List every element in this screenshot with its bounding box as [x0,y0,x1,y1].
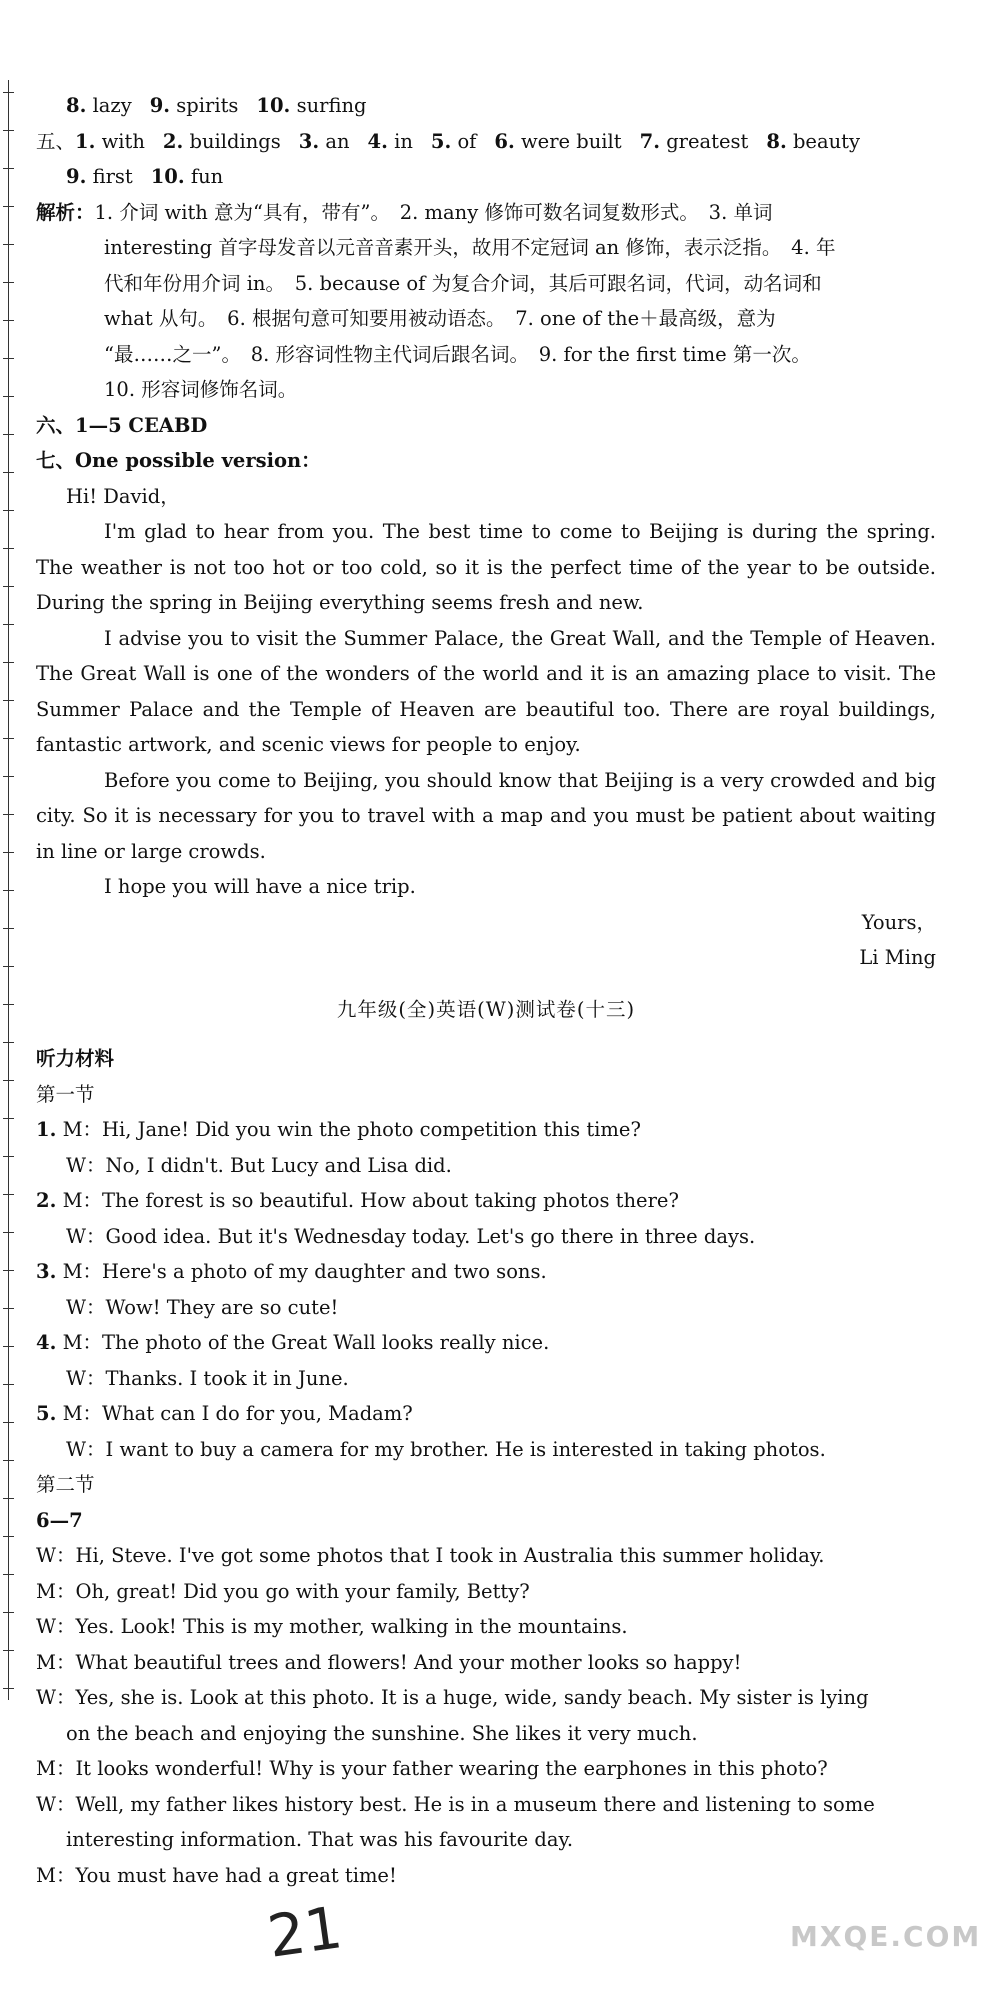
dialogue-line: W：Well, my father likes history best. He is in a museum there and listening to some [36,1792,875,1816]
speaker-w-line: W：No, I didn't. But Lucy and Lisa did. [66,1153,452,1177]
letter-paragraph: I hope you will have a nice trip. [104,875,416,898]
margin-tick [3,1004,14,1005]
speaker-w-line: W：Thanks. I took it in June. [66,1366,349,1390]
dialogue-line: W：Yes, she is. Look at this photo. It is a huge, wide, sandy beach. My sister is lying [36,1686,869,1709]
margin-tick [3,624,14,625]
margin-tick [3,1688,14,1689]
margin-tick [3,966,14,967]
question-number: 3. [36,1260,57,1283]
answer-number: 8. [766,129,787,153]
question-number: 4. [36,1331,57,1354]
answer-number: 4. [367,129,388,153]
speaker-w-line: W：I want to buy a camera for my brother. He is interested in taking photos. [66,1437,826,1461]
answer-number: 5. [430,129,452,153]
margin-tick [3,1498,14,1499]
dialogue-line: M：You must have had a great time! [36,1863,397,1887]
answer-word: of [457,129,477,153]
dialogue-line: M：It looks wonderful! Why is your father wearing the earphones in this photo? [36,1757,828,1780]
answer-number: 7. [639,129,660,153]
speaker-w-line: W：Wow! They are so cute! [66,1295,339,1319]
part-2-label: 第二节 [36,1473,95,1496]
answer-word: fun [190,165,224,188]
question-number: 2. [36,1189,57,1212]
margin-tick [3,130,14,131]
answer-item [66,165,133,188]
margin-tick [3,282,14,283]
dialogue-line: interesting information. That was his favourite day. [66,1828,574,1851]
margin-tick [3,1194,14,1195]
dialogue-line: W：Yes. Look! This is my mother, walking in the mountains. [36,1615,628,1638]
answer-item [766,130,860,153]
answer-page [36,88,936,1893]
answer-number: 10. [150,165,185,188]
test-title: 九年级(全)英语(W)测试卷(十三) [336,997,636,1021]
part-1-dialogues [36,1112,936,1467]
analysis-line: 10. 形容词修饰名词。 [104,378,298,401]
margin-tick [3,1536,14,1537]
answer-item [431,130,477,153]
dialogue-line: M：Oh, great! Did you go with your family, Betty? [36,1579,530,1603]
margin-tick [3,1612,14,1613]
margin-tick [3,396,14,397]
dialogue-line: M：What beautiful trees and flowers! And your mother looks so happy! [36,1650,742,1674]
margin-tick [3,852,14,853]
dialogue-line: W：Hi, Steve. I've got some photos that I took in Australia this summer holiday. [36,1544,825,1567]
margin-tick [3,548,14,549]
answer-word: beauty [792,129,861,153]
analysis-line-1 [36,195,936,231]
margin-tick [3,928,14,929]
answer-word: spirits [176,94,239,117]
margin-tick [3,168,14,169]
letter-greeting: Hi! David， [66,484,180,508]
answer-item [66,94,132,117]
speaker-m-line: M：Hi, Jane! Did you win the photo competition this time? [62,1118,641,1141]
speaker-m-line: M：The photo of the Great Wall looks really nice. [62,1331,550,1354]
margin-tick [3,1156,14,1157]
part-2-dialogue [36,1538,936,1893]
answer-word: were built [520,129,622,153]
section-7-label: 七、One possible version： [36,449,321,472]
margin-tick [3,206,14,207]
dialogue-line [36,1396,936,1432]
section-5-label: 五、 [36,129,76,153]
answer-number: 6. [494,129,515,153]
listening-heading: 听力材料 [36,1047,115,1070]
section-6-answers: 六、1—5 CEABD [36,413,208,437]
analysis-text: 1. 介词 with 意为“具有，带有”。 2. many 修饰可数名词复数形式。 3. 单词 [94,200,773,224]
answer-item [640,130,749,153]
answer-item [150,94,239,117]
question-number: 5. [36,1402,57,1425]
margin-tick [3,244,14,245]
question-range: 6—7 [36,1508,83,1532]
answer-word: first [92,165,133,188]
dialogue-line [36,1254,936,1290]
answer-item [368,130,413,153]
answer-number: 1. [75,129,96,153]
margin-tick [3,1232,14,1233]
letter-paragraph: I advise you to visit the Summer Palace, the Great Wall, and the Temple of Heaven. The Great Wall is one of the wonders of the world and it is an amazing place to visit. The Summer Palace and the Temple of Heaven are beautiful too. There are royal buildings, fantastic artwork, and scenic views for people to enjoy. [36,626,936,756]
margin-tick [3,738,14,739]
margin-tick [3,586,14,587]
margin-tick [3,662,14,663]
dialogue-line: on the beach and enjoying the sunshine. She likes it very much. [66,1721,698,1745]
margin-tick [3,776,14,777]
margin-tick [3,1042,14,1043]
answer-item [494,130,621,153]
answer-item [256,94,366,117]
analysis-line: 代和年份用介词 in。 5. because of 为复合介词，其后可跟名词，代词，动名词和 [104,271,822,295]
answer-word: surfing [296,94,367,117]
answer-number: 3. [298,129,320,153]
analysis-line: “最……之一”。 8. 形容词性物主代词后跟名词。 9. for the first time 第一次。 [104,342,811,366]
dialogue-line [36,1325,936,1361]
letter-paragraph: Before you come to Beijing, you should know that Beijing is a very crowded and big city. So it is necessary for you to travel with a map and you must be patient about waiting in line or large crowds. [36,768,936,863]
answer-item [299,130,350,153]
margin-tick [3,358,14,359]
speaker-m-line: M：The forest is so beautiful. How about taking photos there? [62,1189,679,1212]
letter-closing: Yours， [861,910,936,934]
margin-tick [3,320,14,321]
answer-word: lazy [92,94,132,117]
answer-word: greatest [666,129,749,153]
letter-paragraph: I'm glad to hear from you. The best time to come to Beijing is during the spring. The weather is not too hot or too cold, so it is the perfect time of the year to be outside. During the spring in Beijing everything seems fresh and new. [36,520,936,614]
letter-signature: Li Ming [859,946,936,969]
answer-number: 2. [162,129,184,153]
margin-tick [3,1460,14,1461]
dialogue-line [36,1112,936,1148]
answer-word: with [101,129,145,153]
margin-tick [3,1384,14,1385]
margin-tick [3,472,14,473]
site-watermark: MXQE.COM [790,1920,982,1953]
margin-tick [3,890,14,891]
margin-tick [3,1650,14,1651]
answers-line-2 [36,124,936,160]
analysis-line: interesting 首字母发音以元音音素开头，故用不定冠词 an 修饰，表示泛指。 4. 年 [104,236,836,259]
speaker-m-line: M：What can I do for you, Madam? [62,1402,413,1425]
margin-tick [3,1574,14,1575]
answer-number: 8. [66,94,87,117]
margin-tick [3,1422,14,1423]
margin-tick [3,1118,14,1119]
analysis-line: what 从句。 6. 根据句意可知要用被动语态。 7. one of the＋最高级，意为 [104,307,776,330]
speaker-w-line: W：Good idea. But it's Wednesday today. Let's go there in three days. [66,1224,756,1248]
answer-number: 10. [256,94,291,117]
answer-item [163,130,281,153]
question-number: 1. [36,1118,57,1141]
margin-tick [3,1308,14,1309]
answer-word: buildings [189,129,281,153]
margin-tick [3,1346,14,1347]
answer-number: 9. [66,165,87,188]
answer-number: 9. [149,94,171,117]
answer-item [151,165,223,188]
answer-item [75,130,145,153]
margin-tick [3,510,14,511]
margin-tick [3,1270,14,1271]
part-1-label: 第一节 [36,1082,95,1106]
answer-word: in [394,129,413,153]
dialogue-line [36,1183,936,1219]
answers-line-3 [36,159,936,195]
answers-line-1 [36,88,936,124]
margin-tick [3,814,14,815]
margin-tick [3,92,14,93]
margin-tick [3,1080,14,1081]
margin-tick [3,700,14,701]
margin-tick [3,434,14,435]
answer-word: an [325,129,350,153]
handwritten-page-number: 21 [263,1893,347,1971]
analysis-label: 解析： [36,200,95,224]
speaker-m-line: M：Here's a photo of my daughter and two sons. [62,1260,547,1283]
